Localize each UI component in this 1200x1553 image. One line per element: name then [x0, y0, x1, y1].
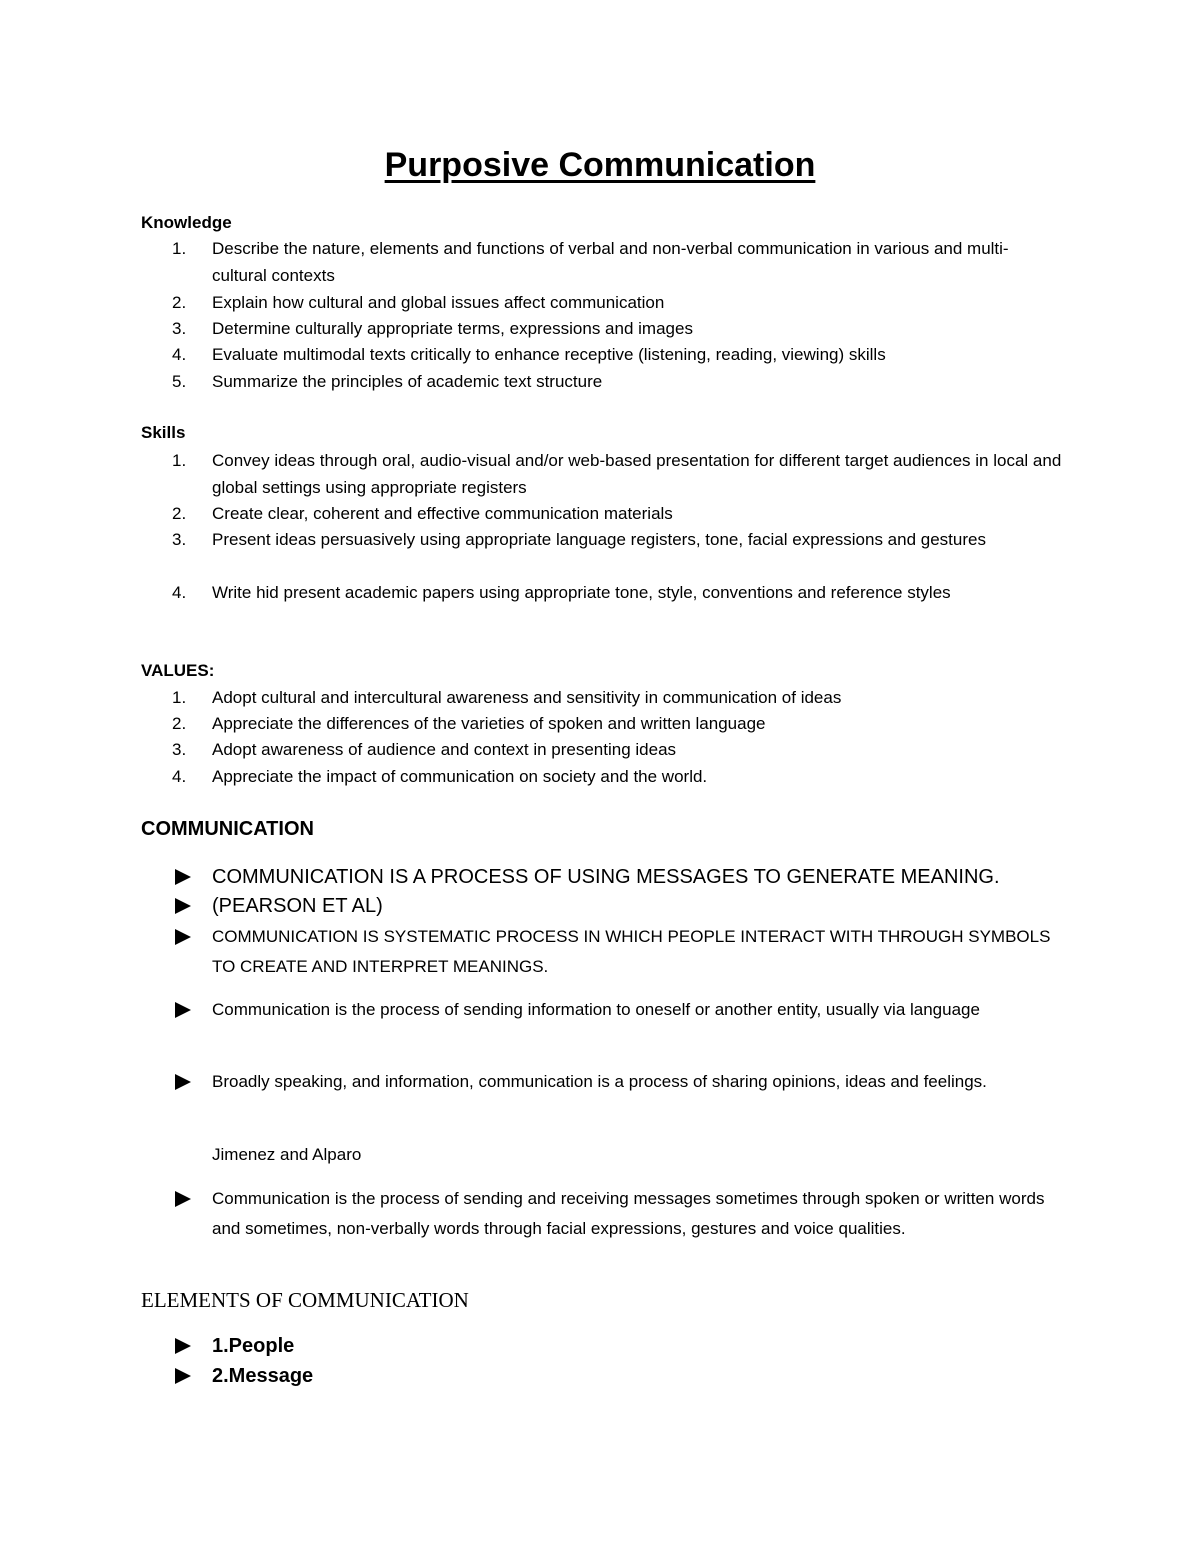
- bullet-text: COMMUNICATION IS A PROCESS OF USING MESSAGES TO GENERATE MEANING.: [212, 866, 1000, 888]
- item-number: 5.: [172, 372, 187, 391]
- skills-item: [172, 448, 1062, 501]
- item-text: Create clear, coherent and effective communication materials: [212, 504, 673, 523]
- values-item: [172, 711, 1062, 738]
- item-text: Summarize the principles of academic text structure: [212, 372, 603, 391]
- item-text: Evaluate multimodal texts critically to enhance receptive (listening, reading, viewing) skills: [212, 345, 886, 364]
- elements-bullet: [175, 1361, 1055, 1391]
- values-item: [172, 685, 1062, 712]
- knowledge-item: [172, 342, 1062, 369]
- item-text: Explain how cultural and global issues affect communication: [212, 293, 665, 312]
- knowledge-item: [172, 236, 1062, 289]
- values-item: [172, 764, 1062, 791]
- skills-heading: Skills: [141, 423, 186, 442]
- item-number: 4.: [172, 345, 187, 364]
- attribution-text: Jimenez and Alparo: [212, 1145, 362, 1164]
- bullet-text: Broadly speaking, and information, communication is a process of sharing opinions, ideas and feelings.: [212, 1072, 987, 1091]
- item-text: Determine culturally appropriate terms, expressions and images: [212, 319, 693, 338]
- communication-bullet: [175, 995, 1055, 1025]
- item-number: 3.: [172, 319, 187, 338]
- knowledge-item: [172, 316, 1062, 343]
- elements-bullet: [175, 1331, 1055, 1361]
- skills-item: [172, 501, 1062, 528]
- triangle-bullet-icon: [175, 1338, 191, 1354]
- triangle-bullet-icon: [175, 1368, 191, 1384]
- item-number: 1.: [172, 688, 187, 707]
- values-heading: VALUES:: [141, 661, 215, 680]
- elements-heading: ELEMENTS OF COMMUNICATION: [141, 1288, 469, 1312]
- communication-bullet: [175, 1067, 1055, 1097]
- triangle-bullet-icon: [175, 898, 191, 914]
- triangle-bullet-icon: [175, 1191, 191, 1207]
- item-text: Appreciate the impact of communication on society and the world.: [212, 767, 708, 786]
- communication-heading: COMMUNICATION: [141, 818, 314, 840]
- item-text: Adopt cultural and intercultural awareness and sensitivity in communication of ideas: [212, 688, 842, 707]
- knowledge-item: [172, 369, 1062, 396]
- item-number: 1.: [172, 239, 187, 258]
- item-text: Appreciate the differences of the varieties of spoken and written language: [212, 714, 766, 733]
- bullet-text: (PEARSON ET AL): [212, 895, 383, 917]
- item-number: 1.: [172, 451, 187, 470]
- item-text: Adopt awareness of audience and context in presenting ideas: [212, 740, 677, 759]
- communication-bullet: [175, 922, 1055, 982]
- item-number: 3.: [172, 530, 187, 549]
- item-text: Describe the nature, elements and functions of verbal and non-verbal communication in various and multi- cultural contexts: [212, 239, 1009, 285]
- item-number: 2.: [172, 714, 187, 733]
- skills-item: [172, 527, 1062, 554]
- triangle-bullet-icon: [175, 929, 191, 945]
- item-text: Write hid present academic papers using appropriate tone, style, conventions and reference styles: [212, 583, 951, 602]
- triangle-bullet-icon: [175, 1002, 191, 1018]
- bullet-text: 1.People: [212, 1335, 295, 1357]
- knowledge-item: [172, 290, 1062, 317]
- skills-item: [172, 580, 1062, 607]
- bullet-text: Communication is the process of sending information to oneself or another entity, usually via language: [212, 1000, 980, 1019]
- communication-bullet: [175, 863, 1055, 892]
- bullet-text: Communication is the process of sending and receiving messages sometimes through spoken or written words and sometimes, non-verbally words through facial expressions, gestures and voice qualities.: [212, 1189, 1045, 1238]
- item-number: 2.: [172, 504, 187, 523]
- knowledge-heading: Knowledge: [141, 213, 232, 232]
- values-item: [172, 737, 1062, 764]
- item-number: 2.: [172, 293, 187, 312]
- item-text: Convey ideas through oral, audio-visual and/or web-based presentation for different target audiences in local and global settings using appropriate registers: [212, 451, 1062, 497]
- triangle-bullet-icon: [175, 1074, 191, 1090]
- communication-bullet: [175, 1184, 1055, 1244]
- triangle-bullet-icon: [175, 869, 191, 885]
- item-number: 3.: [172, 740, 187, 759]
- bullet-text: COMMUNICATION IS SYSTEMATIC PROCESS IN WHICH PEOPLE INTERACT WITH THROUGH SYMBOLS TO CREATE AND INTERPRET MEANINGS.: [212, 927, 1051, 976]
- communication-bullet: [175, 892, 1055, 921]
- bullet-text: 2.Message: [212, 1365, 314, 1387]
- item-number: 4.: [172, 767, 187, 786]
- document-title: Purposive Communication: [384, 146, 816, 184]
- item-text: Present ideas persuasively using appropriate language registers, tone, facial expressions and gestures: [212, 530, 986, 549]
- item-number: 4.: [172, 583, 187, 602]
